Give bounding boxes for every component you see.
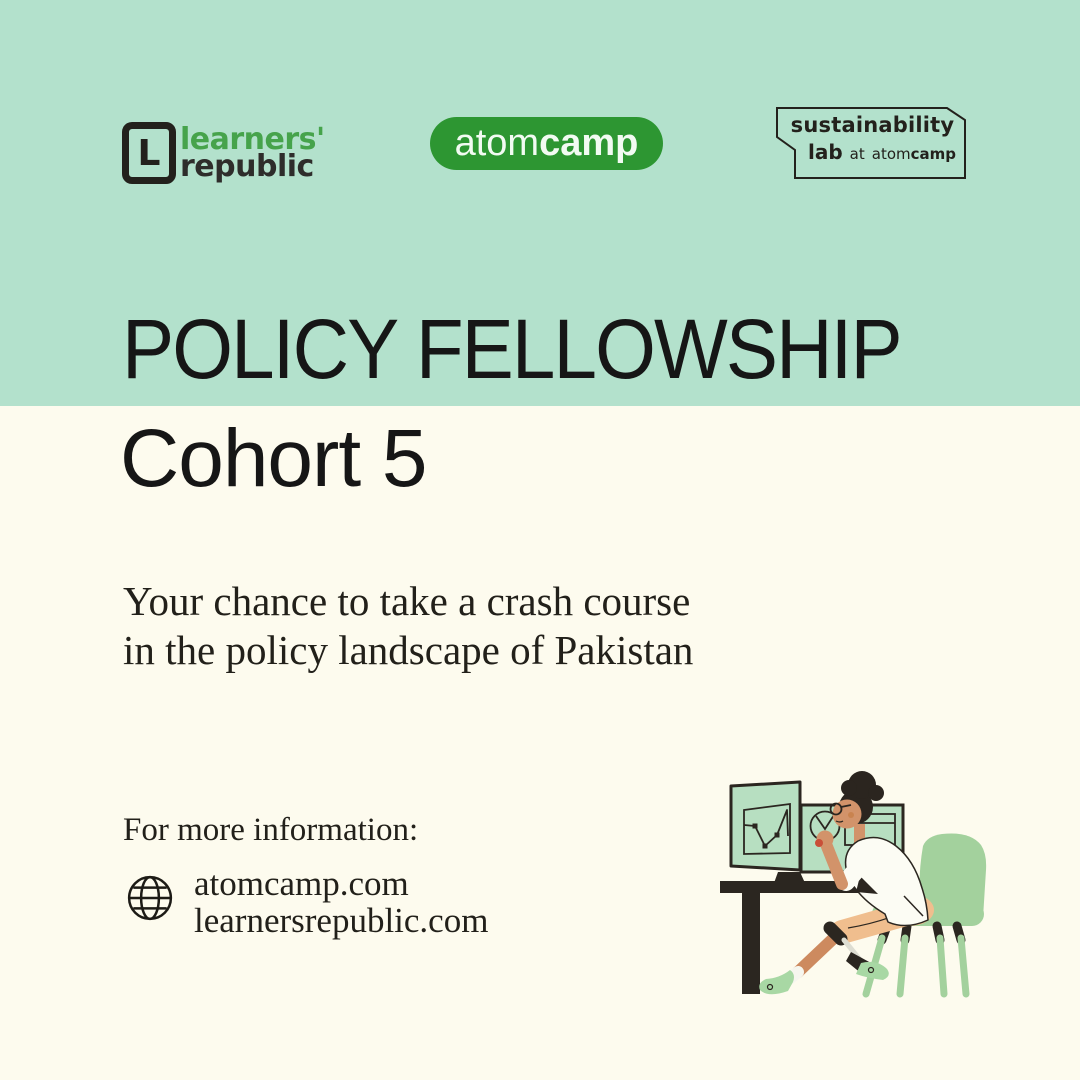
website-urls	[194, 865, 488, 939]
sustainability-lab-logo	[770, 100, 970, 185]
atomcamp-wordmark-bold: camp	[539, 122, 639, 164]
globe-icon	[126, 874, 174, 922]
sustainability-badge-lab: lab	[808, 140, 843, 164]
learners-republic-l-mark-icon	[122, 122, 176, 184]
learners-wordmark-line1: learners'	[180, 122, 325, 157]
page-subtitle: Cohort 5	[120, 413, 427, 504]
tagline-line1: Your chance to take a crash course	[123, 578, 691, 624]
sustainability-badge-brand	[872, 145, 956, 163]
tagline	[123, 577, 693, 675]
url-atomcamp: atomcamp.com	[194, 864, 409, 903]
url-learnersrepublic: learnersrepublic.com	[194, 901, 489, 940]
l-mark-letter: L	[137, 132, 161, 174]
sustainability-badge-line2	[808, 140, 956, 164]
page-title: POLICY FELLOWSHIP	[122, 302, 901, 396]
sustainability-badge-line1: sustainability	[790, 113, 955, 137]
badge-brand-bold: camp	[910, 145, 957, 163]
learners-wordmark-line2: republic	[180, 149, 314, 184]
learners-republic-wordmark	[180, 122, 325, 184]
atomcamp-logo	[430, 117, 663, 170]
learners-republic-logo	[122, 112, 325, 184]
info-label: For more information:	[123, 812, 419, 848]
badge-brand-regular: atom	[871, 145, 911, 163]
tagline-line2: in the policy landscape of Pakistan	[123, 627, 694, 673]
analyst-at-desk-illustration	[690, 748, 1030, 1038]
atomcamp-wordmark-regular: atom	[454, 122, 540, 164]
sustainability-badge-at: at	[849, 145, 865, 163]
